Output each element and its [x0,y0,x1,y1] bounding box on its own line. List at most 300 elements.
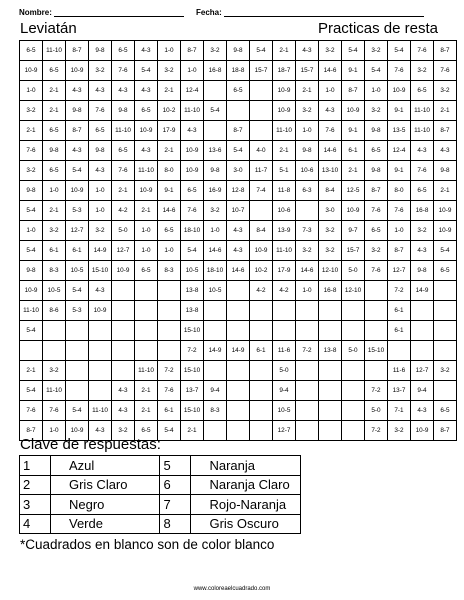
grid-cell[interactable]: 2-1 [112,181,135,201]
grid-cell[interactable] [227,101,250,121]
grid-cell[interactable]: 6-5 [411,181,434,201]
grid-cell[interactable]: 9-8 [296,141,319,161]
grid-cell[interactable]: 7-6 [20,401,43,421]
grid-cell[interactable]: 10-9 [342,101,365,121]
grid-cell[interactable]: 10-9 [112,261,135,281]
grid-cell[interactable]: 4-3 [296,41,319,61]
grid-cell[interactable]: 5-0 [273,361,296,381]
grid-cell[interactable]: 10-9 [411,421,434,441]
grid-cell[interactable]: 1-0 [89,181,112,201]
grid-cell[interactable]: 4-3 [89,281,112,301]
grid-cell[interactable]: 3-0 [319,201,342,221]
grid-cell[interactable]: 2-1 [434,101,457,121]
grid-cell[interactable]: 3-2 [365,101,388,121]
grid-cell[interactable]: 5-4 [204,101,227,121]
grid-cell[interactable] [227,301,250,321]
grid-cell[interactable]: 4-3 [112,401,135,421]
grid-cell[interactable]: 9-8 [227,41,250,61]
grid-cell[interactable] [365,361,388,381]
grid-cell[interactable]: 10-9 [181,161,204,181]
grid-cell[interactable]: 9-1 [388,101,411,121]
grid-cell[interactable]: 8-7 [20,421,43,441]
grid-cell[interactable]: 10-9 [135,181,158,201]
grid-cell[interactable]: 14-6 [158,201,181,221]
grid-cell[interactable]: 2-1 [43,101,66,121]
grid-cell[interactable]: 11-10 [89,401,112,421]
grid-cell[interactable]: 6-3 [296,181,319,201]
grid-cell[interactable] [204,121,227,141]
grid-cell[interactable] [20,341,43,361]
grid-cell[interactable] [342,401,365,421]
grid-cell[interactable] [135,341,158,361]
grid-cell[interactable] [250,101,273,121]
grid-cell[interactable]: 10-9 [20,61,43,81]
grid-cell[interactable] [365,281,388,301]
grid-cell[interactable]: 7-4 [250,181,273,201]
grid-cell[interactable]: 6-5 [181,181,204,201]
grid-cell[interactable]: 9-8 [112,101,135,121]
grid-cell[interactable] [319,301,342,321]
grid-cell[interactable] [89,361,112,381]
grid-cell[interactable]: 4-3 [227,241,250,261]
grid-cell[interactable] [250,321,273,341]
grid-cell[interactable]: 8-7 [66,121,89,141]
grid-cell[interactable]: 11-10 [135,161,158,181]
grid-cell[interactable]: 14-9 [204,341,227,361]
grid-cell[interactable]: 5-0 [342,341,365,361]
grid-cell[interactable]: 2-1 [135,381,158,401]
grid-cell[interactable]: 8-7 [342,81,365,101]
grid-cell[interactable]: 18-10 [181,221,204,241]
grid-cell[interactable]: 7-6 [89,101,112,121]
grid-cell[interactable]: 9-8 [89,41,112,61]
grid-cell[interactable] [342,381,365,401]
grid-cell[interactable]: 12-7 [112,241,135,261]
grid-cell[interactable]: 2-1 [296,81,319,101]
grid-cell[interactable]: 4-3 [319,101,342,121]
grid-cell[interactable] [388,341,411,361]
grid-cell[interactable]: 18-8 [227,61,250,81]
grid-cell[interactable] [158,321,181,341]
grid-cell[interactable]: 4-3 [135,81,158,101]
grid-cell[interactable]: 4-3 [411,141,434,161]
grid-cell[interactable] [342,361,365,381]
grid-cell[interactable]: 11-6 [388,361,411,381]
grid-cell[interactable]: 5-3 [66,201,89,221]
grid-cell[interactable]: 6-5 [227,81,250,101]
grid-cell[interactable]: 10-9 [66,61,89,81]
grid-cell[interactable]: 12-7 [273,421,296,441]
grid-cell[interactable]: 14-6 [319,141,342,161]
grid-cell[interactable]: 16-8 [411,201,434,221]
grid-cell[interactable]: 6-1 [158,401,181,421]
grid-cell[interactable]: 3-2 [411,61,434,81]
grid-cell[interactable]: 1-0 [204,221,227,241]
grid-cell[interactable]: 9-8 [411,261,434,281]
grid-cell[interactable]: 6-5 [89,121,112,141]
grid-cell[interactable]: 3-2 [43,361,66,381]
grid-cell[interactable] [319,421,342,441]
grid-cell[interactable]: 10-5 [66,261,89,281]
grid-cell[interactable]: 3-2 [296,101,319,121]
grid-cell[interactable]: 8-7 [388,241,411,261]
grid-cell[interactable]: 1-0 [388,221,411,241]
grid-cell[interactable]: 9-1 [342,121,365,141]
grid-cell[interactable]: 10-9 [434,221,457,241]
grid-cell[interactable]: 5-4 [434,241,457,261]
grid-cell[interactable]: 12-4 [181,81,204,101]
grid-cell[interactable]: 12-5 [342,181,365,201]
grid-cell[interactable]: 4-3 [135,141,158,161]
grid-cell[interactable]: 1-0 [319,81,342,101]
grid-cell[interactable]: 6-5 [365,221,388,241]
grid-cell[interactable]: 15-7 [296,61,319,81]
grid-cell[interactable]: 7-6 [158,381,181,401]
grid-cell[interactable]: 2-1 [20,121,43,141]
grid-cell[interactable]: 15-10 [181,321,204,341]
grid-cell[interactable]: 9-1 [342,61,365,81]
grid-cell[interactable]: 2-1 [43,81,66,101]
grid-cell[interactable]: 7-2 [181,341,204,361]
grid-cell[interactable]: 5-4 [227,141,250,161]
grid-cell[interactable]: 7-2 [296,341,319,361]
grid-cell[interactable]: 10-5 [43,281,66,301]
grid-cell[interactable] [273,321,296,341]
grid-cell[interactable]: 7-2 [365,421,388,441]
grid-cell[interactable] [273,301,296,321]
grid-cell[interactable]: 3-2 [319,221,342,241]
grid-cell[interactable] [135,321,158,341]
grid-cell[interactable]: 9-8 [20,181,43,201]
grid-cell[interactable]: 12-4 [388,141,411,161]
grid-cell[interactable] [204,81,227,101]
grid-cell[interactable]: 9-8 [365,121,388,141]
grid-cell[interactable]: 15-10 [181,361,204,381]
grid-cell[interactable]: 3-2 [89,221,112,241]
grid-cell[interactable]: 13-7 [181,381,204,401]
grid-cell[interactable]: 6-5 [135,421,158,441]
grid-cell[interactable] [135,301,158,321]
grid-cell[interactable]: 6-1 [342,141,365,161]
grid-cell[interactable]: 10-9 [273,81,296,101]
grid-cell[interactable]: 11-10 [112,121,135,141]
grid-cell[interactable]: 5-0 [342,261,365,281]
grid-cell[interactable]: 16-8 [204,61,227,81]
grid-cell[interactable]: 6-5 [158,221,181,241]
grid-cell[interactable]: 5-3 [66,301,89,321]
grid-cell[interactable]: 5-4 [20,381,43,401]
grid-cell[interactable] [296,361,319,381]
grid-cell[interactable]: 15-10 [181,401,204,421]
grid-cell[interactable]: 14-6 [296,261,319,281]
grid-cell[interactable]: 6-1 [388,301,411,321]
grid-cell[interactable]: 18-7 [273,61,296,81]
grid-cell[interactable] [204,301,227,321]
grid-cell[interactable]: 3-2 [434,361,457,381]
grid-cell[interactable]: 13-9 [273,221,296,241]
grid-cell[interactable]: 4-3 [434,141,457,161]
grid-cell[interactable]: 10-2 [158,101,181,121]
grid-cell[interactable]: 2-1 [135,201,158,221]
grid-cell[interactable] [250,121,273,141]
grid-cell[interactable]: 4-3 [89,81,112,101]
grid-cell[interactable]: 10-9 [135,121,158,141]
grid-cell[interactable]: 4-3 [112,81,135,101]
grid-cell[interactable]: 10-9 [66,181,89,201]
grid-cell[interactable]: 6-5 [112,41,135,61]
grid-cell[interactable]: 8-7 [66,41,89,61]
grid-cell[interactable]: 1-0 [135,241,158,261]
grid-cell[interactable] [434,301,457,321]
grid-cell[interactable]: 9-8 [89,141,112,161]
grid-cell[interactable]: 1-0 [158,241,181,261]
grid-cell[interactable]: 11-6 [273,341,296,361]
grid-cell[interactable]: 10-9 [434,201,457,221]
grid-cell[interactable]: 9-7 [342,221,365,241]
grid-cell[interactable]: 5-4 [365,61,388,81]
grid-cell[interactable]: 13-8 [319,341,342,361]
grid-cell[interactable] [296,421,319,441]
grid-cell[interactable]: 4-3 [89,161,112,181]
grid-cell[interactable] [434,381,457,401]
grid-cell[interactable]: 8-6 [43,301,66,321]
grid-cell[interactable]: 10-9 [20,281,43,301]
grid-cell[interactable]: 16-9 [204,181,227,201]
grid-cell[interactable]: 15-7 [342,241,365,261]
grid-cell[interactable]: 6-5 [365,141,388,161]
grid-cell[interactable]: 7-2 [388,281,411,301]
grid-cell[interactable]: 10-6 [273,201,296,221]
grid-cell[interactable]: 3-2 [411,221,434,241]
grid-cell[interactable]: 9-8 [20,261,43,281]
grid-cell[interactable]: 10-9 [66,421,89,441]
grid-cell[interactable]: 11-10 [43,381,66,401]
grid-cell[interactable]: 1-0 [20,81,43,101]
grid-cell[interactable]: 7-2 [158,361,181,381]
grid-cell[interactable] [112,301,135,321]
grid-cell[interactable]: 2-1 [342,161,365,181]
grid-cell[interactable]: 6-5 [20,41,43,61]
grid-cell[interactable]: 10-9 [388,81,411,101]
grid-cell[interactable]: 14-9 [411,281,434,301]
grid-cell[interactable]: 7-6 [319,121,342,141]
grid-cell[interactable]: 4-3 [66,81,89,101]
grid-cell[interactable] [342,421,365,441]
grid-cell[interactable]: 6-5 [434,261,457,281]
grid-cell[interactable]: 2-1 [181,421,204,441]
grid-cell[interactable]: 3-2 [158,61,181,81]
grid-cell[interactable]: 5-0 [112,221,135,241]
grid-cell[interactable] [296,401,319,421]
grid-cell[interactable]: 8-3 [43,261,66,281]
grid-cell[interactable]: 10-6 [296,161,319,181]
grid-cell[interactable] [250,361,273,381]
grid-cell[interactable] [43,341,66,361]
grid-cell[interactable] [250,81,273,101]
grid-cell[interactable]: 2-1 [43,201,66,221]
grid-cell[interactable]: 3-2 [319,241,342,261]
grid-cell[interactable]: 2-1 [158,81,181,101]
grid-cell[interactable]: 3-2 [319,41,342,61]
grid-cell[interactable] [250,401,273,421]
grid-cell[interactable] [434,321,457,341]
grid-cell[interactable]: 7-6 [388,201,411,221]
grid-cell[interactable]: 6-5 [135,101,158,121]
grid-cell[interactable]: 5-4 [135,61,158,81]
grid-cell[interactable] [296,301,319,321]
grid-cell[interactable]: 12-7 [388,261,411,281]
grid-cell[interactable]: 5-4 [181,241,204,261]
grid-cell[interactable] [66,381,89,401]
grid-cell[interactable]: 14-9 [89,241,112,261]
grid-cell[interactable] [135,281,158,301]
grid-cell[interactable]: 5-4 [20,321,43,341]
grid-cell[interactable]: 7-6 [365,201,388,221]
grid-cell[interactable]: 3-2 [204,201,227,221]
grid-cell[interactable]: 6-1 [388,321,411,341]
grid-cell[interactable]: 1-0 [296,121,319,141]
grid-cell[interactable]: 17-9 [158,121,181,141]
grid-cell[interactable]: 4-3 [66,141,89,161]
grid-cell[interactable]: 7-6 [20,141,43,161]
grid-cell[interactable]: 9-4 [204,381,227,401]
grid-cell[interactable] [227,421,250,441]
grid-cell[interactable]: 8-3 [158,261,181,281]
grid-cell[interactable]: 6-1 [43,241,66,261]
grid-cell[interactable] [250,201,273,221]
grid-cell[interactable]: 5-4 [66,281,89,301]
grid-cell[interactable] [365,321,388,341]
grid-cell[interactable]: 7-6 [181,201,204,221]
grid-cell[interactable]: 9-8 [365,161,388,181]
grid-cell[interactable]: 15-7 [250,61,273,81]
grid-cell[interactable]: 14-6 [227,261,250,281]
grid-cell[interactable]: 6-1 [250,341,273,361]
grid-cell[interactable]: 8-0 [158,161,181,181]
grid-cell[interactable]: 4-3 [135,41,158,61]
grid-cell[interactable]: 11-10 [181,101,204,121]
grid-cell[interactable]: 4-2 [273,281,296,301]
grid-cell[interactable]: 7-1 [388,401,411,421]
grid-cell[interactable]: 7-6 [365,261,388,281]
grid-cell[interactable]: 13-10 [319,161,342,181]
grid-cell[interactable] [66,361,89,381]
grid-cell[interactable]: 13-8 [181,281,204,301]
grid-cell[interactable]: 9-8 [43,141,66,161]
grid-cell[interactable]: 10-9 [273,101,296,121]
grid-cell[interactable]: 14-6 [204,241,227,261]
grid-cell[interactable]: 6-5 [43,121,66,141]
grid-cell[interactable]: 4-3 [112,381,135,401]
grid-cell[interactable]: 3-2 [112,421,135,441]
grid-cell[interactable]: 6-5 [43,161,66,181]
grid-cell[interactable]: 6-1 [66,241,89,261]
grid-cell[interactable]: 11-10 [20,301,43,321]
grid-cell[interactable]: 3-2 [204,41,227,61]
grid-cell[interactable] [319,401,342,421]
grid-cell[interactable]: 13-5 [388,121,411,141]
grid-cell[interactable]: 3-2 [296,241,319,261]
grid-cell[interactable] [250,421,273,441]
grid-cell[interactable] [296,201,319,221]
grid-cell[interactable]: 10-9 [181,141,204,161]
grid-cell[interactable]: 12-10 [319,261,342,281]
grid-cell[interactable] [227,281,250,301]
grid-cell[interactable]: 6-5 [434,401,457,421]
grid-cell[interactable]: 3-2 [20,101,43,121]
grid-cell[interactable]: 6-5 [135,261,158,281]
grid-cell[interactable]: 18-10 [204,261,227,281]
grid-cell[interactable]: 1-0 [89,201,112,221]
grid-cell[interactable]: 5-1 [273,161,296,181]
grid-cell[interactable]: 7-6 [388,61,411,81]
grid-cell[interactable]: 8-3 [204,401,227,421]
grid-cell[interactable]: 4-3 [411,401,434,421]
grid-cell[interactable] [411,321,434,341]
grid-cell[interactable]: 1-0 [181,61,204,81]
grid-cell[interactable] [158,281,181,301]
grid-cell[interactable]: 8-4 [250,221,273,241]
grid-cell[interactable]: 7-6 [434,61,457,81]
grid-cell[interactable]: 13-6 [204,141,227,161]
grid-cell[interactable]: 3-2 [388,421,411,441]
grid-cell[interactable] [319,381,342,401]
grid-cell[interactable]: 3-2 [89,61,112,81]
grid-cell[interactable]: 11-10 [273,241,296,261]
grid-cell[interactable] [204,321,227,341]
grid-cell[interactable]: 4-3 [227,221,250,241]
grid-cell[interactable] [204,361,227,381]
grid-cell[interactable]: 2-1 [20,361,43,381]
grid-cell[interactable]: 12-7 [66,221,89,241]
grid-cell[interactable]: 12-10 [342,281,365,301]
grid-cell[interactable]: 1-0 [296,281,319,301]
grid-cell[interactable]: 16-8 [319,281,342,301]
grid-cell[interactable]: 11-10 [135,361,158,381]
grid-cell[interactable] [112,361,135,381]
grid-cell[interactable]: 1-0 [158,41,181,61]
grid-cell[interactable]: 7-6 [112,61,135,81]
grid-cell[interactable]: 5-4 [66,401,89,421]
grid-cell[interactable]: 2-1 [434,181,457,201]
grid-cell[interactable]: 6-5 [112,141,135,161]
grid-cell[interactable]: 9-8 [434,161,457,181]
grid-cell[interactable]: 9-4 [273,381,296,401]
grid-cell[interactable]: 10-5 [204,281,227,301]
grid-cell[interactable] [227,321,250,341]
grid-cell[interactable]: 11-10 [273,121,296,141]
grid-cell[interactable]: 3-2 [434,81,457,101]
grid-cell[interactable]: 2-1 [158,141,181,161]
grid-cell[interactable] [227,381,250,401]
grid-cell[interactable]: 8-4 [319,181,342,201]
grid-cell[interactable]: 11-10 [43,41,66,61]
grid-cell[interactable]: 3-2 [365,241,388,261]
grid-cell[interactable]: 7-6 [411,161,434,181]
grid-cell[interactable] [365,301,388,321]
grid-cell[interactable]: 8-0 [388,181,411,201]
grid-cell[interactable]: 2-1 [135,401,158,421]
grid-cell[interactable]: 10-7 [227,201,250,221]
grid-cell[interactable]: 10-9 [89,301,112,321]
grid-cell[interactable]: 2-1 [273,141,296,161]
grid-cell[interactable]: 4-3 [181,121,204,141]
grid-cell[interactable]: 5-4 [388,41,411,61]
grid-cell[interactable] [43,321,66,341]
grid-cell[interactable] [434,341,457,361]
grid-cell[interactable]: 5-4 [20,201,43,221]
grid-cell[interactable]: 7-2 [365,381,388,401]
